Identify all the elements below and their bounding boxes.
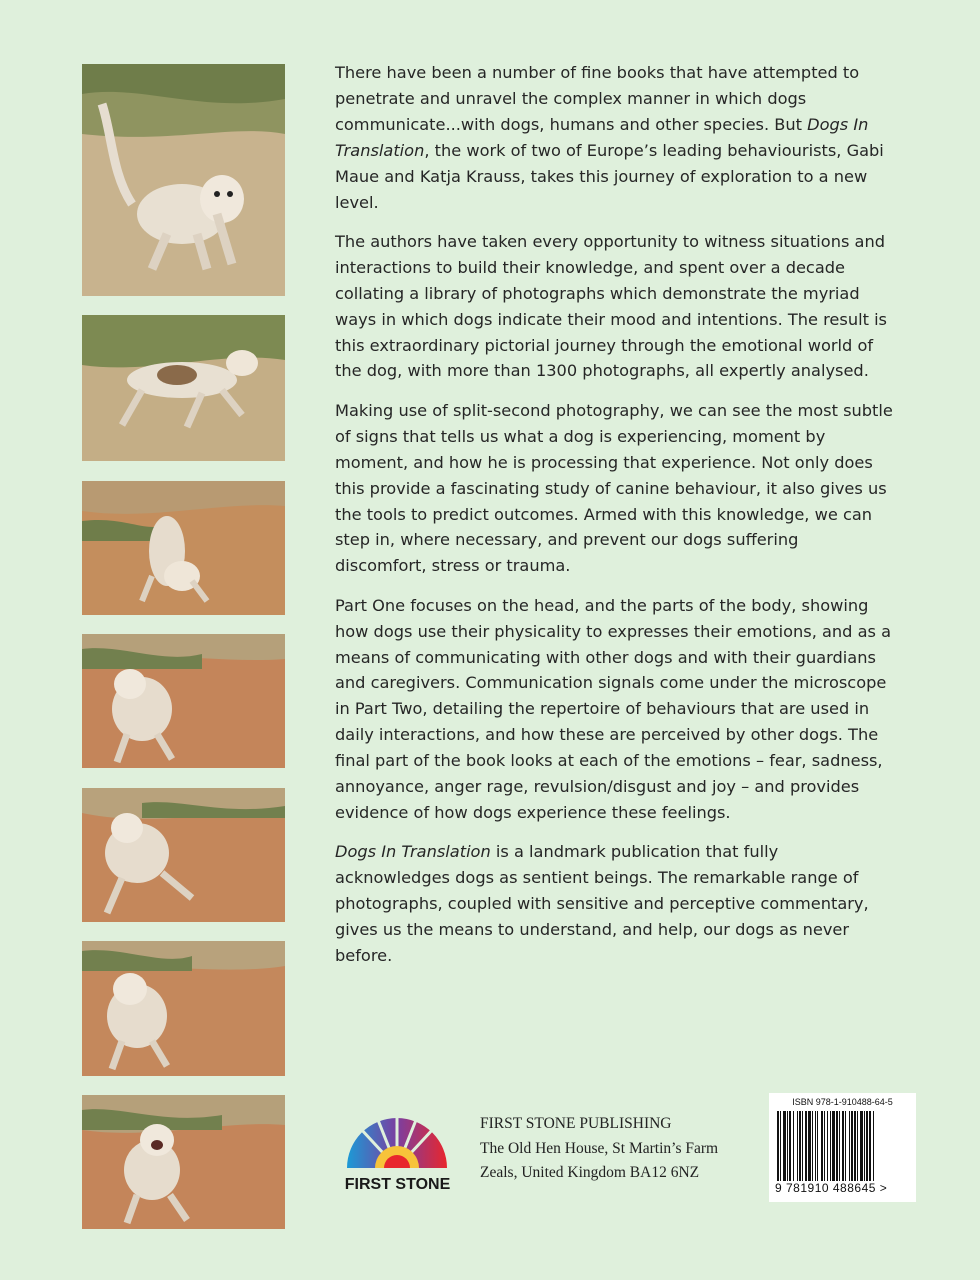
barcode-bar <box>832 1111 835 1181</box>
barcode-bar <box>793 1111 794 1181</box>
barcode-bar <box>857 1111 858 1181</box>
dog-photo-jumping <box>82 788 285 922</box>
blurb-paragraph-1: There have been a number of fine books that have attempted to penetrate and unravel the complex manner in which dogs communicate...with dogs, humans and other species. But Dogs In Translation, the work of two of Europe’s leading behaviourists, Gabi Maue and Katja Krauss, takes this journey of exploration to a new level. <box>335 63 884 212</box>
publisher-logo-text: FIRST STONE <box>344 1176 451 1193</box>
barcode-bar <box>797 1111 798 1181</box>
barcode-bar <box>827 1111 828 1181</box>
barcode-bar <box>780 1111 781 1181</box>
barcode-bar <box>821 1111 823 1181</box>
back-cover-blurb <box>335 60 895 982</box>
barcode-bar <box>873 1111 874 1181</box>
barcode-bar <box>860 1111 863 1181</box>
barcode-bar <box>817 1111 818 1181</box>
barcode-bar <box>864 1111 865 1181</box>
barcode-bar <box>808 1111 811 1181</box>
publisher-address <box>480 1112 718 1186</box>
barcode-bar <box>815 1111 816 1181</box>
dog-photo-barking <box>82 1095 285 1229</box>
barcode-bar <box>845 1111 846 1181</box>
barcode-bar <box>824 1111 825 1181</box>
barcode-bar <box>812 1111 813 1181</box>
dog-photo-play-bow <box>82 64 285 296</box>
blurb-paragraph-4: Part One focuses on the head, and the parts of the body, showing how dogs use their physicality to expresses their emotions, and as a means of communicating with other dogs and with their guardians and caregivers. Communication signals come under the microscope in Part Two, detailing the repertoire of behaviours that are used in daily interactions, and how these are perceived by other dogs. The final part of the book looks at each of the emotions – fear, sadness, annoyance, anger rage, revulsion/disgust and joy – and provides evidence of how dogs experience these feelings. <box>335 595 892 822</box>
isbn-barcode <box>769 1093 916 1202</box>
barcode-bar <box>802 1111 803 1181</box>
barcode-bar <box>854 1111 856 1181</box>
address-line-1: The Old Hen House, St Martin’s Farm <box>480 1139 719 1157</box>
barcode-bar <box>805 1111 807 1181</box>
barcode-bar <box>842 1111 844 1181</box>
barcode-bar <box>866 1111 868 1181</box>
address-line-2: Zeals, United Kingdom BA12 6NZ <box>480 1164 700 1181</box>
barcode-bar <box>839 1111 840 1181</box>
dog-photo-crouching <box>82 481 285 615</box>
barcode-bar <box>851 1111 853 1181</box>
barcode-bar <box>869 1111 871 1181</box>
book-title: Dogs In Translation <box>335 114 869 160</box>
blurb-paragraph-5: Dogs In Translation is a landmark publication that fully acknowledges dogs as sentient beings. The remarkable range of photographs, coupled with sensitive and perceptive commentary, gives us the means to understand, and help, our dogs as never before. <box>335 842 869 965</box>
barcode-bar <box>777 1111 779 1181</box>
barcode-bar <box>836 1111 838 1181</box>
blurb-paragraph-2: The authors have taken every opportunity to witness situations and interactions to build their knowledge, and spent over a decade collating a library of photographs which demonstrate the myriad ways in which dogs indicate their mood and intentions. The result is this extraordinary pictorial journey through the emotional world of the dog, with more than 1300 photographs, all expertly analysed. <box>335 231 887 381</box>
dog-photo-leaping <box>82 315 285 461</box>
blurb-paragraph-3: Making use of split-second photography, we can see the most subtle of signs that tells us what a dog is experiencing, moment by moment, and how he is processing that experience. Not only does this provide a fascinating study of canine behaviour, it also gives us the tools to predict outcomes. Armed with this knowledge, we can step in, where necessary, and prevent our dogs suffering discomfort, stress or trauma. <box>335 400 893 576</box>
book-title: Dogs In Translation <box>335 842 491 862</box>
barcode-bar <box>830 1111 831 1181</box>
dog-photo-standing <box>82 941 285 1076</box>
barcode-bar <box>783 1111 786 1181</box>
barcode-bar <box>849 1111 850 1181</box>
isbn-label: ISBN 978-1-910488-64-5 <box>792 1097 893 1107</box>
isbn-digits: 9 781910 488645 > <box>775 1181 888 1195</box>
dog-photo-running <box>82 634 285 768</box>
barcode-bar <box>787 1111 788 1181</box>
barcode-bar <box>799 1111 801 1181</box>
barcode-bars-icon <box>777 1111 908 1181</box>
barcode-bar <box>789 1111 791 1181</box>
publisher-name: FIRST STONE PUBLISHING <box>480 1115 672 1132</box>
